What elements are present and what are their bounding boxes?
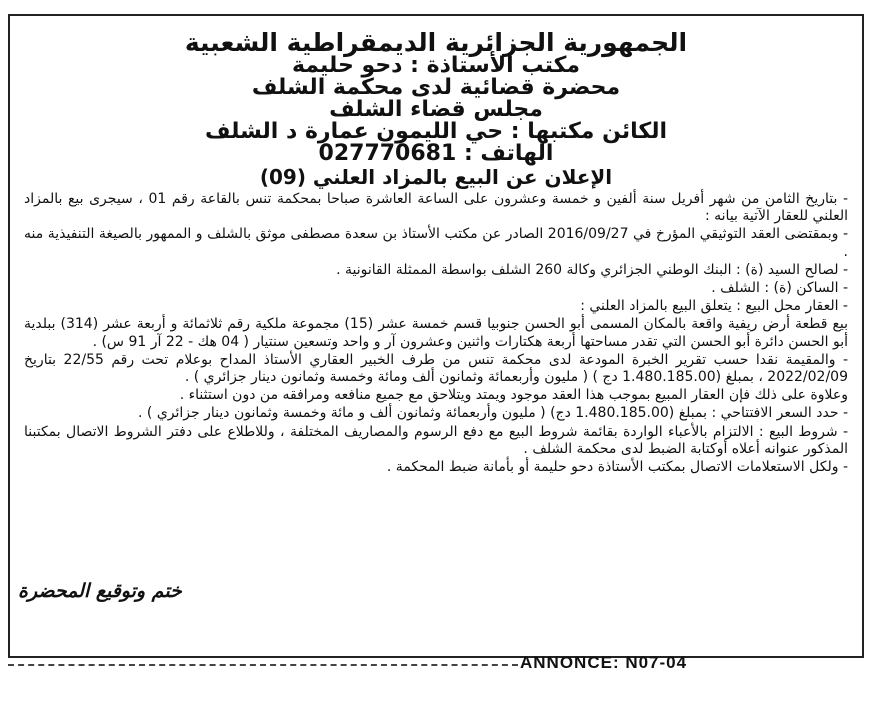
header-phone: الهاتف : 027770681 xyxy=(318,141,554,166)
notice-header xyxy=(24,30,848,187)
paragraph-deed: - وبمقتضى العقد التوثيقي المؤرخ في 2016/09/27 الصادر عن مكتب الأستاذ بن سعدة مصطفى موثق بالشلف و الممهور بالصيغة التنفيذية منه . xyxy=(24,226,848,260)
footer-divider xyxy=(8,664,518,666)
paragraph-additional: وعلاوة على ذلك فإن العقار المبيع بموجب هذا العقد موجود ويمتد ويتلاحق مع جميع منافعه ومرافقه من دون استثناء . xyxy=(179,387,848,404)
header-council: مجلس قضاء الشلف xyxy=(329,97,543,122)
paragraph-property: - العقار محل البيع : يتعلق البيع بالمزاد العلني : xyxy=(580,298,848,315)
signature-label: ختم وتوقيع المحضرة xyxy=(18,580,182,602)
notice-title: الإعلان عن البيع بالمزاد العلني (09) xyxy=(259,165,613,189)
annonce-code: ANNONCE: N07-04 xyxy=(520,653,688,672)
header-bailiff: محضرة قضائية لدى محكمة الشلف xyxy=(251,75,621,100)
paragraph-property-details: بيع قطعة أرض ريفية واقعة بالمكان المسمى أبو الحسن جنوبيا قسم خمسة عشر (15) مجموعة ملكية رقم ثلاثمائة و أربعة عشر (314) ببلدية أبو الحسن دائرة أبو الحسن التي تقدر مساحتها أربعة هكتارات واثنين وعشرون آر و واحد وتسعين سنتيار ( 04 هك - 22 آر 91 س) . xyxy=(24,316,849,350)
header-republic: الجمهورية الجزائرية الديمقراطية الشعبية xyxy=(184,28,688,57)
paragraph-valuation: - والمقيمة نقدا حسب تقرير الخبرة المودعة لدى محكمة تنس من طرف الخبير العقاري الأستاذ المداح بوعلام تحت رقم 22/55 بتاريخ 2022/02/09 ، بمبلغ (1.480.185.00 دج ) ( مليون وأربعمائة وثمانون ألف ومائة وخمسة وثمانون دينار جزائري ) . xyxy=(24,351,848,386)
legal-notice xyxy=(8,14,864,658)
paragraph-residence: - الساكن (ة) : الشلف . xyxy=(711,280,848,297)
paragraph-conditions: - شروط البيع : الالتزام بالأعباء الواردة بقائمة شروط البيع مع دفع الرسوم والمصاريف المختلفة ، وللاطلاع على دفتر الشروط الاتصال بمكتبنا المذكور عنوانه أعلاه أوكتابة الضبط لدى محكمة الشلف . xyxy=(24,423,848,457)
header-address: الكائن مكتبها : حي الليمون عمارة د الشلف xyxy=(204,119,668,144)
paragraph-beneficiary: - لصالح السيد (ة) : البنك الوطني الجزائري وكالة 260 الشلف بواسطة الممثلة القانونية . xyxy=(336,261,848,278)
paragraph-date: - بتاريخ الثامن من شهر أفريل سنة ألفين و خمسة وعشرون على الساعة العاشرة صباحا بمحكمة تنس بالقاعة رقم 01 ، سيجرى بيع بالمزاد العلني للعقار الآتية بيانه : xyxy=(24,191,848,225)
paragraph-contact: - ولكل الاستعلامات الاتصال بمكتب الأستاذة دحو حليمة أو بأمانة ضبط المحكمة . xyxy=(386,459,848,476)
notice-body xyxy=(24,191,848,476)
paragraph-opening-price: - حدد السعر الافتتاحي : بمبلغ (1.480.185.00 دج) ( مليون وأربعمائة وثمانون ألف و مائة وخمسة وثمانون دينار جزائري ) . xyxy=(138,405,848,422)
header-office: مكتب الأستاذة : دحو حليمة xyxy=(291,53,581,78)
